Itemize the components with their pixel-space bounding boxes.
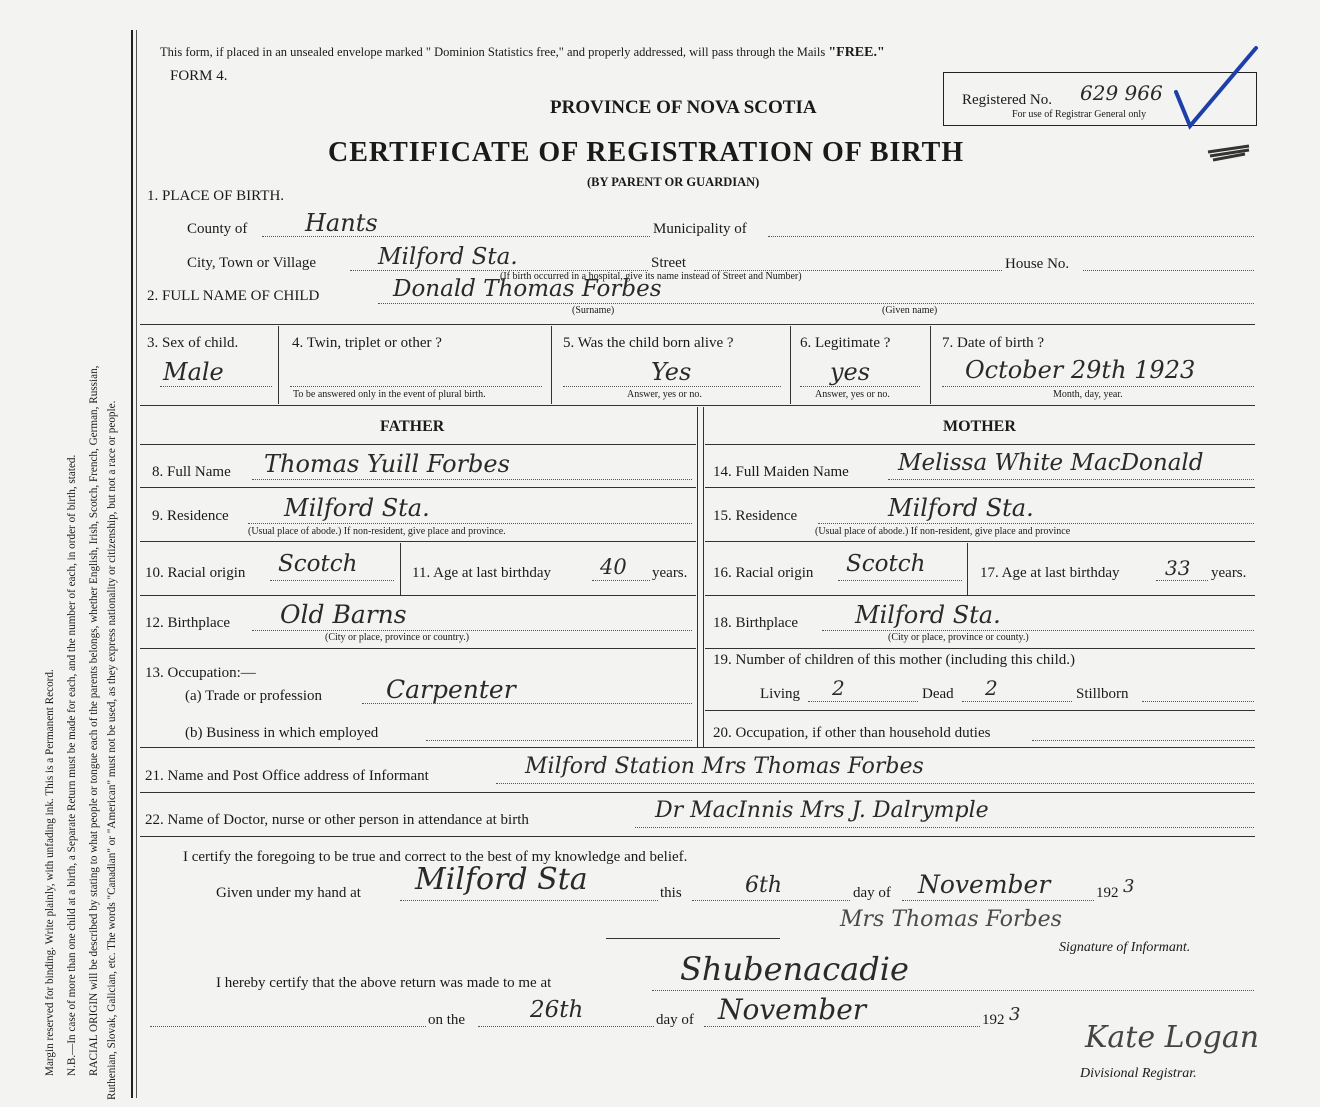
surname-note: (Surname)	[572, 305, 615, 316]
registered-value: 629 966	[1080, 81, 1163, 105]
registrar-signature: Kate Logan	[1085, 1020, 1260, 1055]
mother-birthplace-line	[822, 630, 1254, 631]
registrar-place-line	[652, 990, 1254, 991]
mother-race-line	[838, 580, 962, 581]
margin-note-racial: RACIAL ORIGIN will be described by stating to what people or tongue each of the parents belongs, whether English, Irish, Scotch, French, German, Russian,	[88, 365, 100, 1076]
registrar-on-label: on the	[428, 1012, 466, 1028]
rule-21	[140, 792, 1255, 793]
father-residence-note: (Usual place of abode.) If non-resident, give place and province.	[248, 526, 506, 537]
informant-signature-label: Signature of Informant.	[1059, 940, 1191, 955]
living-value: 2	[832, 676, 845, 700]
sex-value: Male	[163, 358, 224, 386]
registered-label: Registered No.	[962, 92, 1052, 108]
legitimate-label: 6. Legitimate ?	[800, 335, 891, 351]
mother-occupation-label: 20. Occupation, if other than household duties	[713, 725, 991, 741]
dob-line	[942, 386, 1254, 387]
registrar-note: For use of Registrar General only	[1012, 109, 1147, 120]
given-value: Milford Sta	[415, 862, 588, 897]
twin-label: 4. Twin, triplet or other ?	[292, 335, 442, 351]
doctor-line	[635, 827, 1254, 828]
registrar-year-suffix: 3	[1009, 1004, 1021, 1025]
mother-birthplace-value: Milford Sta.	[855, 601, 1001, 629]
sex-line	[160, 386, 272, 387]
certify-month-line	[902, 900, 1094, 901]
rule-m-5	[705, 648, 1255, 649]
house-line	[1083, 270, 1254, 271]
father-name-line	[252, 479, 692, 480]
rule-m-3	[705, 541, 1255, 542]
occupation-label: 13. Occupation:—	[145, 665, 256, 681]
father-birthplace-label: 12. Birthplace	[145, 615, 230, 631]
house-label: House No.	[1005, 256, 1070, 272]
given-line	[400, 900, 658, 901]
informant-line	[496, 783, 1254, 784]
rule-f-2	[140, 487, 696, 488]
margin-rule-thin	[136, 30, 137, 1098]
father-age-line	[592, 580, 650, 581]
dead-label: Dead	[922, 686, 954, 702]
father-race-line	[270, 580, 394, 581]
child-name-value: Donald Thomas Forbes	[393, 276, 662, 302]
father-residence-line	[248, 523, 692, 524]
alive-label: 5. Was the child born alive ?	[563, 335, 734, 351]
mother-race-label: 16. Racial origin	[713, 565, 814, 581]
rule-f-4	[140, 595, 696, 596]
divider-6-7	[930, 326, 931, 404]
certificate-subtitle: (BY PARENT OR GUARDIAN)	[587, 175, 760, 189]
alive-value: Yes	[651, 358, 692, 386]
rule-f-5	[140, 648, 696, 649]
province-title: PROVINCE OF NOVA SCOTIA	[550, 97, 817, 118]
mother-age-unit: years.	[1211, 565, 1247, 581]
living-label: Living	[760, 686, 800, 702]
living-line	[808, 701, 918, 702]
certify-statement: I certify the foregoing to be true and correct to the best of my knowledge and belief.	[183, 849, 688, 865]
alive-note: Answer, yes or no.	[627, 389, 702, 400]
rule-m-6	[705, 710, 1255, 711]
certify-year-prefix: 192	[1096, 885, 1119, 901]
mother-occupation-line	[1032, 740, 1254, 741]
child-name-line	[378, 303, 1254, 304]
children-count-label: 19. Number of children of this mother (including this child.)	[713, 652, 1076, 668]
parents-divider	[697, 407, 698, 747]
father-name-label: 8. Full Name	[152, 464, 231, 480]
place-heading: 1. PLACE OF BIRTH.	[147, 188, 285, 204]
registrar-day-value: 26th	[530, 997, 584, 1023]
father-name-value: Thomas Yuill Forbes	[264, 450, 510, 478]
form-number: FORM 4.	[170, 68, 228, 84]
mother-age-value: 33	[1165, 556, 1191, 580]
mother-birthplace-label: 18. Birthplace	[713, 615, 798, 631]
city-value: Milford Sta.	[378, 244, 518, 270]
mail-free: "FREE."	[828, 45, 885, 60]
mother-name-value: Melissa White MacDonald	[898, 450, 1204, 476]
rule-f-1	[140, 444, 696, 445]
rule-m-4	[705, 595, 1255, 596]
father-residence-value: Milford Sta.	[284, 494, 430, 522]
mother-name-line	[888, 479, 1254, 480]
registrar-month-value: November	[718, 993, 867, 1026]
certify-dayof-label: day of	[853, 885, 891, 901]
rule-22	[140, 836, 1255, 837]
father-race-label: 10. Racial origin	[145, 565, 246, 581]
dob-value: October 29th 1923	[965, 356, 1196, 384]
registrar-place-value: Shubenacadie	[680, 950, 909, 988]
registrar-year-prefix: 192	[982, 1012, 1005, 1028]
divider-16-17	[967, 543, 968, 595]
mother-birthplace-note: (City or place, province or county.)	[888, 632, 1029, 643]
parents-divider-2	[703, 407, 704, 747]
business-label: (b) Business in which employed	[185, 725, 379, 741]
mother-residence-line	[818, 523, 1254, 524]
legitimate-note: Answer, yes or no.	[815, 389, 890, 400]
mail-note-text: This form, if placed in an unsealed envelope marked " Dominion Statistics free," and properly addressed, will pass through the Mails	[160, 45, 826, 59]
rule-parents-top	[140, 405, 1255, 406]
registrar-signature-label: Divisional Registrar.	[1080, 1066, 1197, 1081]
twin-line	[290, 386, 542, 387]
stillborn-label: Stillborn	[1076, 686, 1129, 702]
father-birthplace-line	[252, 630, 692, 631]
rule-m-2	[705, 487, 1255, 488]
informant-signature: Mrs Thomas Forbes	[840, 907, 1062, 932]
trade-label: (a) Trade or profession	[185, 688, 323, 704]
mother-age-label: 17. Age at last birthday	[980, 565, 1120, 581]
father-age-unit: years.	[652, 565, 688, 581]
father-age-label: 11. Age at last birthday	[412, 565, 551, 581]
margin-note-binding: Margin reserved for binding. Write plainly, with unfading ink. This is a Permanent Record.	[44, 669, 56, 1076]
doctor-value: Dr MacInnis Mrs J. Dalrymple	[655, 798, 989, 823]
dob-label: 7. Date of birth ?	[942, 335, 1045, 351]
margin-note-nb: N.B.—In case of more than one child at a birth, a Separate Return must be made for each, and the number of each, in order of birth, stated.	[66, 454, 78, 1076]
certify-day-line	[692, 900, 850, 901]
county-value: Hants	[305, 209, 378, 237]
informant-label: 21. Name and Post Office address of Informant	[145, 768, 429, 784]
mother-race-value: Scotch	[846, 551, 926, 577]
city-label: City, Town or Village	[187, 255, 317, 271]
mail-note	[160, 45, 885, 61]
divider-10-11	[400, 543, 401, 595]
stillborn-line	[1142, 701, 1254, 702]
mother-residence-value: Milford Sta.	[888, 494, 1034, 522]
county-label: County of	[187, 221, 248, 237]
registrar-month-line	[704, 1026, 980, 1027]
mother-residence-note: (Usual place of abode.) If non-resident, give place and province	[815, 526, 1071, 537]
father-heading: FATHER	[380, 418, 445, 435]
certify-this-label: this	[660, 885, 682, 901]
registrar-day-line	[478, 1026, 654, 1027]
doctor-label: 22. Name of Doctor, nurse or other person in attendance at birth	[145, 812, 529, 828]
business-line	[426, 740, 692, 741]
mother-residence-label: 15. Residence	[713, 508, 798, 524]
mother-age-line	[1156, 580, 1208, 581]
dead-line	[962, 701, 1072, 702]
father-birthplace-note: (City or place, province or country.)	[325, 632, 470, 643]
registrar-dayof-label: day of	[656, 1012, 694, 1028]
street-label: Street	[651, 255, 686, 271]
legitimate-line	[800, 386, 920, 387]
ink-scribble-icon	[1205, 138, 1253, 166]
divider-4-5	[551, 326, 552, 404]
trade-value: Carpenter	[386, 675, 516, 704]
divider-3-4	[278, 326, 279, 404]
informant-value: Milford Station Mrs Thomas Forbes	[525, 754, 924, 779]
mother-name-label: 14. Full Maiden Name	[713, 464, 849, 480]
rule-top-row	[140, 324, 1255, 325]
mother-heading: MOTHER	[943, 418, 1016, 435]
child-name-label: 2. FULL NAME OF CHILD	[147, 288, 320, 304]
dob-note: Month, day, year.	[1053, 389, 1123, 400]
alive-line	[563, 386, 781, 387]
dead-value: 2	[985, 676, 998, 700]
informant-signature-line	[606, 938, 780, 939]
father-age-value: 40	[600, 555, 627, 579]
certify-year-suffix: 3	[1123, 876, 1135, 897]
rule-f-3	[140, 541, 696, 542]
municipality-line	[768, 236, 1254, 237]
certify-day-value: 6th	[745, 873, 783, 898]
margin-note-racial-2: Ruthenian, Slovak, Galician, etc. The words "Canadian" or "American" must not be used, as they express nationality or citizenship, but not a race or people.	[106, 400, 118, 1100]
sex-label: 3. Sex of child.	[147, 335, 239, 351]
twin-note: To be answered only in the event of plural birth.	[293, 389, 486, 400]
municipality-label: Municipality of	[653, 221, 747, 237]
check-mark-icon	[1170, 44, 1260, 130]
hospital-note: (If birth occurred in a hospital, give its name instead of Street and Number)	[500, 271, 802, 282]
rule-m-1	[705, 444, 1255, 445]
father-race-value: Scotch	[278, 551, 358, 577]
divider-5-6	[790, 326, 791, 404]
registrar-lead-line	[150, 1026, 426, 1027]
certify-month-value: November	[918, 870, 1051, 899]
father-residence-label: 9. Residence	[152, 508, 229, 524]
margin-rule	[131, 30, 133, 1098]
given-name-note: (Given name)	[882, 305, 938, 316]
given-label: Given under my hand at	[216, 885, 361, 901]
legitimate-value: yes	[830, 358, 871, 386]
father-birthplace-value: Old Barns	[280, 600, 407, 629]
certificate-title: CERTIFICATE OF REGISTRATION OF BIRTH	[328, 137, 965, 168]
rule-parents-bottom	[140, 747, 1255, 748]
registrar-statement: I hereby certify that the above return was made to me at	[216, 975, 552, 991]
